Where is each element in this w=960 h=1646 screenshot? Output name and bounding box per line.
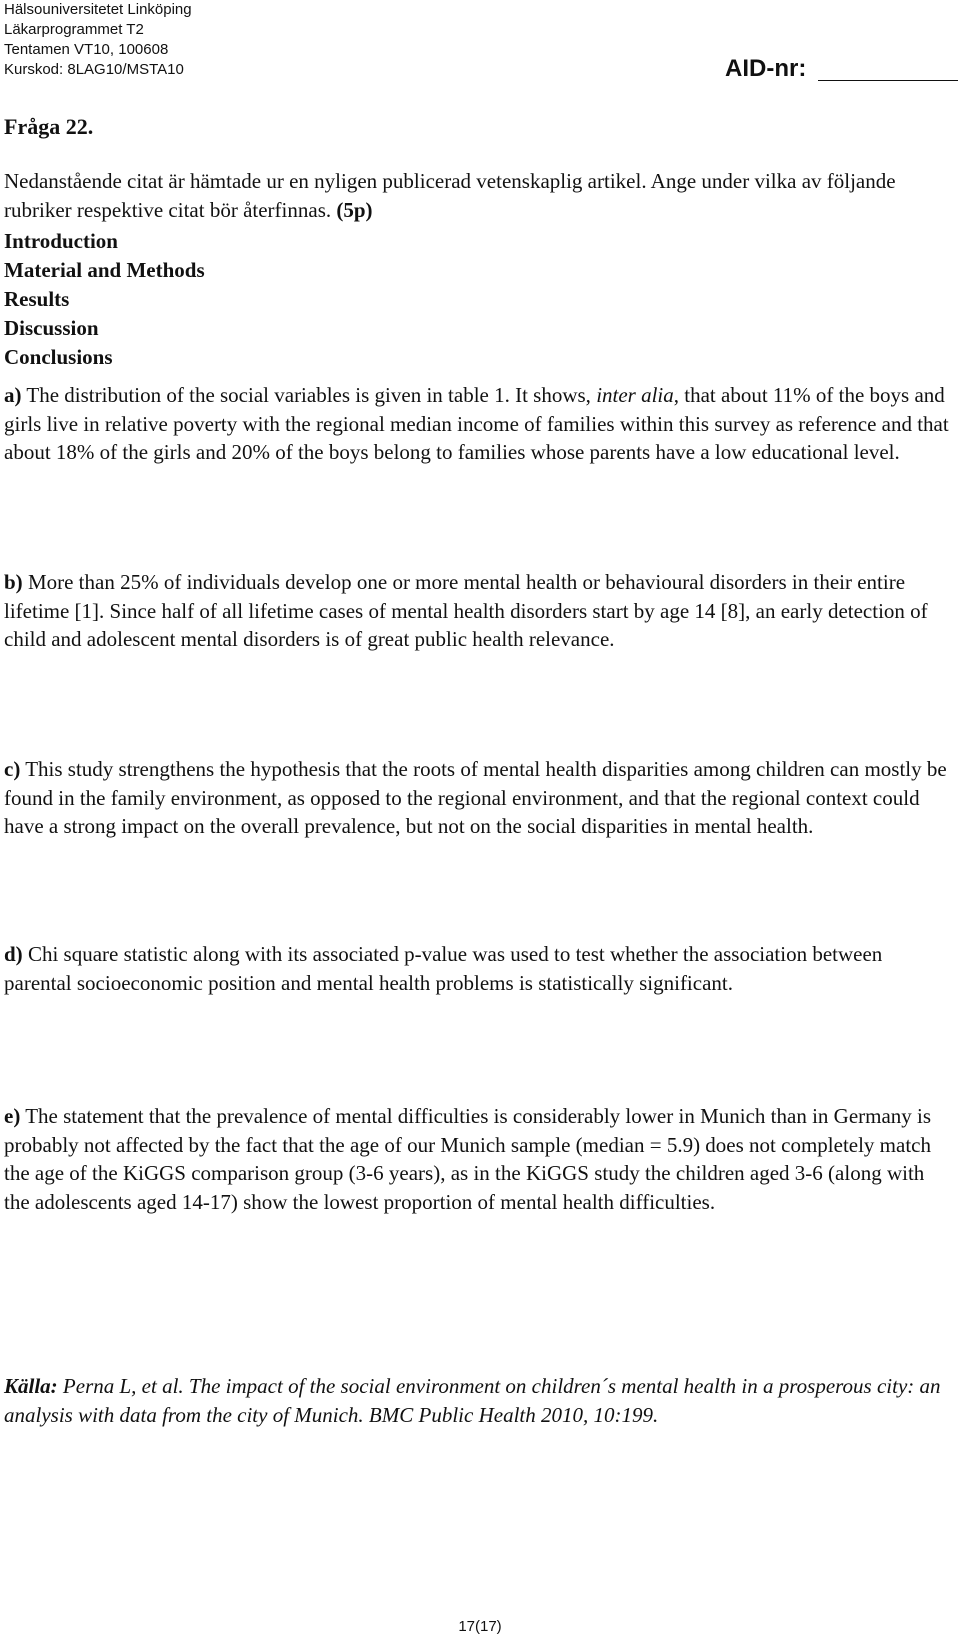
question-points: (5p): [336, 198, 373, 222]
source-label: Källa:: [4, 1374, 58, 1398]
quote-letter: c): [4, 757, 21, 781]
heading-options-list: [4, 227, 205, 372]
source-text: Perna L, et al. The impact of the social environment on children´s mental health in a prosperous city: an analysis with data from the city of Munich. BMC Public Health 2010, 10:199.: [4, 1374, 941, 1427]
quote-d: [4, 940, 954, 997]
question-intro: [4, 167, 954, 225]
header-program: Läkarprogrammet T2: [4, 21, 144, 38]
quote-text: The statement that the prevalence of mental difficulties is considerably lower in Munich than in Germany is probably not affected by the fact that the age of our Munich sample (median = 5.9) does not completely match the age of the KiGGS comparison group (3-6 years), as in the KiGGS study the children aged 3-6 (along with the adolescents aged 14-17) show the lowest proportion of mental health difficulties.: [4, 1104, 932, 1214]
header-course-code: Kurskod: 8LAG10/MSTA10: [4, 61, 184, 78]
quote-text: More than 25% of individuals develop one or more mental health or behavioural disorders in their entire lifetime [1]. Since half of all lifetime cases of mental health disorders start by age 14 [8], an early detection of child and adolescent mental disorders is of great public health relevance.: [4, 570, 928, 651]
quote-letter: b): [4, 570, 23, 594]
header-exam: Tentamen VT10, 100608: [4, 41, 169, 58]
quote-text: The distribution of the social variables is given in table 1. It shows,: [26, 383, 591, 407]
header-institution: Hälsouniversitetet Linköping: [4, 1, 192, 18]
source-citation: [4, 1372, 954, 1429]
heading-option: Material and Methods: [4, 258, 205, 282]
quote-a: [4, 381, 954, 467]
quote-letter: d): [4, 942, 23, 966]
quote-letter: e): [4, 1104, 21, 1128]
quote-text: Chi square statistic along with its associated p-value was used to test whether the association between parental socioeconomic position and mental health problems is statistically significant.: [4, 942, 883, 995]
question-title: Fråga 22.: [4, 114, 94, 139]
quote-text: , that about 11% of the boys and girls live in relative poverty with the regional median income of families within this survey as reference and that about 18% of the girls and 20% of the boys belong to families whose parents have a low educational level.: [4, 383, 949, 464]
heading-option: Conclusions: [4, 345, 113, 369]
quote-b: [4, 568, 954, 654]
quote-e: [4, 1102, 954, 1216]
aid-number-label: AID-nr:: [725, 55, 807, 82]
heading-option: Discussion: [4, 316, 99, 340]
quote-letter: a): [4, 383, 22, 407]
heading-option: Introduction: [4, 229, 118, 253]
question-intro-text: Nedanstående citat är hämtade ur en nyligen publicerad vetenskaplig artikel. Ange under vilka av följande rubriker respektive citat bör återfinnas.: [4, 169, 896, 222]
quote-italic-term: inter alia: [596, 383, 674, 407]
heading-option: Results: [4, 287, 70, 311]
quote-text: This study strengthens the hypothesis that the roots of mental health disparities among children can mostly be found in the family environment, as opposed to the regional environment, and that the regional context could have a strong impact on the overall prevalence, but not on the social disparities in mental health.: [4, 757, 947, 838]
aid-number-blank-line: [818, 80, 958, 81]
page-number: 17(17): [458, 1618, 502, 1635]
document-header: [4, 0, 192, 80]
quote-c: [4, 755, 954, 841]
